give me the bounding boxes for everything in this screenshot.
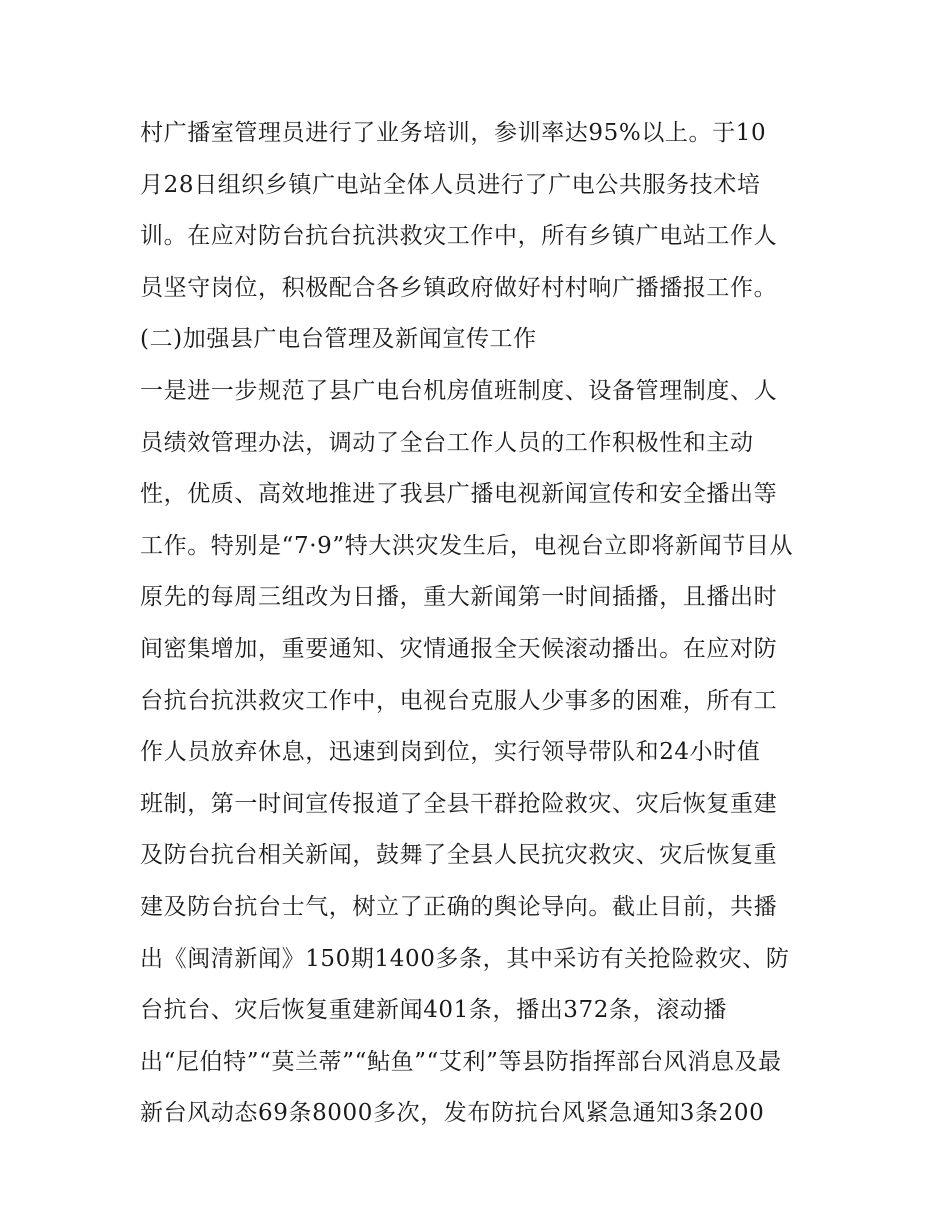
text-line: 原先的每周三组改为日播，重大新闻第一时间插播，且播出时 xyxy=(140,584,778,611)
text-line: 间密集增加，重要通知、灾情通报全天候滚动播出。在应对防 xyxy=(140,635,778,662)
text-line: 及防台抗台相关新闻，鼓舞了全县人民抗灾救灾、灾后恢复重 xyxy=(140,842,778,869)
text-line: 出《闽清新闻》150期1400多条，其中采访有关抢险救灾、防 xyxy=(140,945,790,972)
text-line: 一是进一步规范了县广电台机房值班制度、设备管理制度、人 xyxy=(140,377,778,404)
body-text xyxy=(140,108,820,1140)
text-line: 台抗台抗洪救灾工作中，电视台克服人少事多的困难，所有工 xyxy=(140,687,778,714)
text-line: 训。在应对防台抗台抗洪救灾工作中，所有乡镇广电站工作人 xyxy=(140,223,778,250)
text-line: 建及防台抗台士气，树立了正确的舆论导向。截止目前，共播 xyxy=(140,893,778,920)
text-line: 员绩效管理办法，调动了全台工作人员的工作积极性和主动 xyxy=(140,429,754,456)
text-line: 村广播室管理员进行了业务培训，参训率达95%以上。于10 xyxy=(140,120,767,146)
text-line: 新台风动态69条8000多次，发布防抗台风紧急通知3条200 xyxy=(140,1100,765,1127)
text-line: 台抗台、灾后恢复重建新闻401条，播出372条，滚动播 xyxy=(140,997,727,1024)
text-line: 作人员放弃休息，迅速到岗到位，实行领导带队和24小时值 xyxy=(140,739,761,766)
text-line: 班制，第一时间宣传报道了全县干群抢险救灾、灾后恢复重建 xyxy=(140,790,778,817)
section-heading: (二)加强县广电台管理及新闻宣传工作 xyxy=(140,326,537,353)
text-line: 月28日组织乡镇广电站全体人员进行了广电公共服务技术培 xyxy=(140,171,761,198)
text-line: 出“尼伯特”“莫兰蒂”“鲇鱼”“艾利”等县防指挥部台风消息及最 xyxy=(140,1048,782,1075)
text-line: 工作。特别是“7·9”特大洪灾发生后，电视台立即将新闻节目从 xyxy=(140,532,794,559)
text-line: 性，优质、高效地推进了我县广播电视新闻宣传和安全播出等 xyxy=(140,481,778,508)
text-line: 员坚守岗位，积极配合各乡镇政府做好村村响广播播报工作。 xyxy=(140,274,778,301)
